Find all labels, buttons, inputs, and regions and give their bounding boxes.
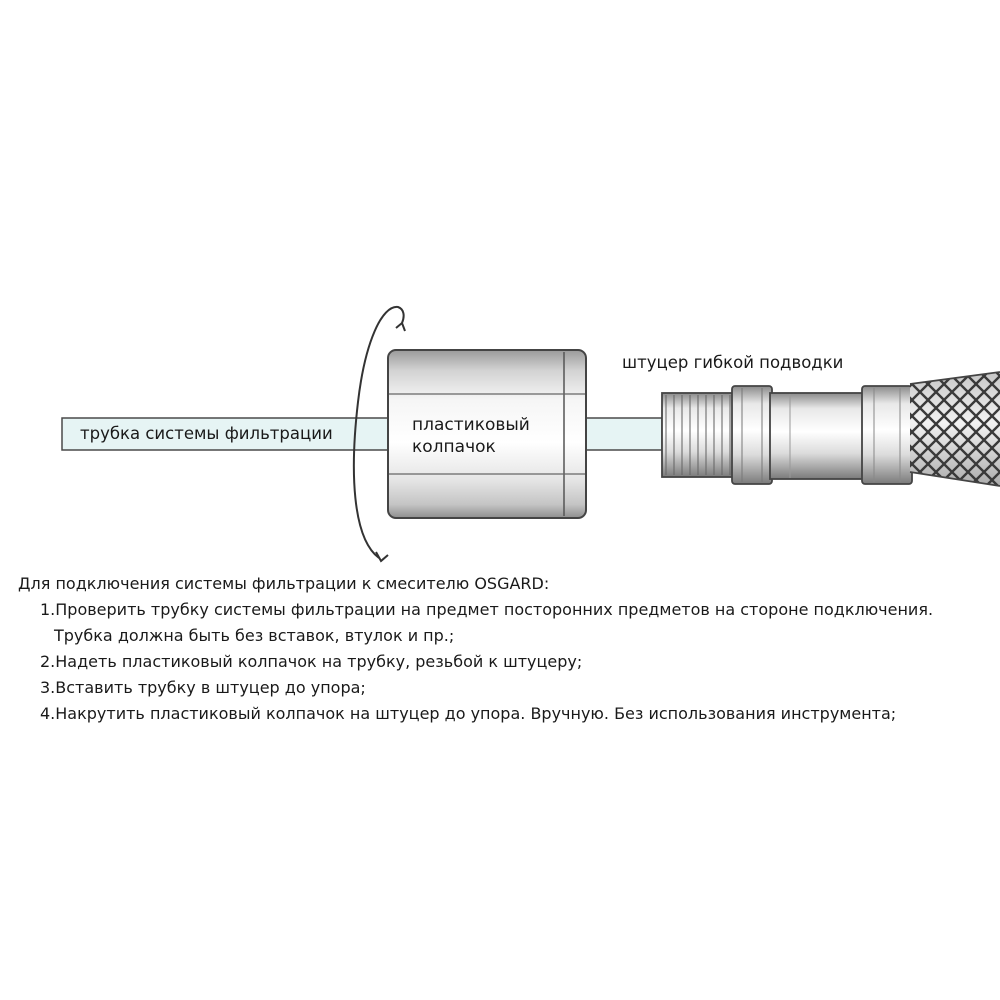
tube-label: трубка системы фильтрации: [80, 424, 333, 443]
cap-label-line1: пластиковый: [412, 415, 530, 435]
instruction-step-1-note: Трубка должна быть без вставок, втулок и пр.;: [54, 626, 455, 645]
cap-label-line2: колпачок: [412, 437, 496, 457]
cap-label: [412, 414, 530, 458]
instruction-step-1: 1.Проверить трубку системы фильтрации на предмет посторонних предметов на стороне подключения.: [40, 600, 934, 619]
fitting-label: штуцер гибкой подводки: [622, 353, 844, 372]
instruction-step-2: 2.Надеть пластиковый колпачок на трубку, резьбой к штуцеру;: [40, 652, 583, 671]
flex-hose-fitting: [662, 360, 1000, 500]
instructions-intro: Для подключения системы фильтрации к смесителю OSGARD:: [18, 574, 550, 593]
instructions: [18, 571, 988, 727]
instruction-step-3: 3.Вставить трубку в штуцер до упора;: [40, 678, 366, 697]
instruction-step-4: 4.Накрутить пластиковый колпачок на штуцер до упора. Вручную. Без использования инструмента;: [40, 704, 897, 723]
